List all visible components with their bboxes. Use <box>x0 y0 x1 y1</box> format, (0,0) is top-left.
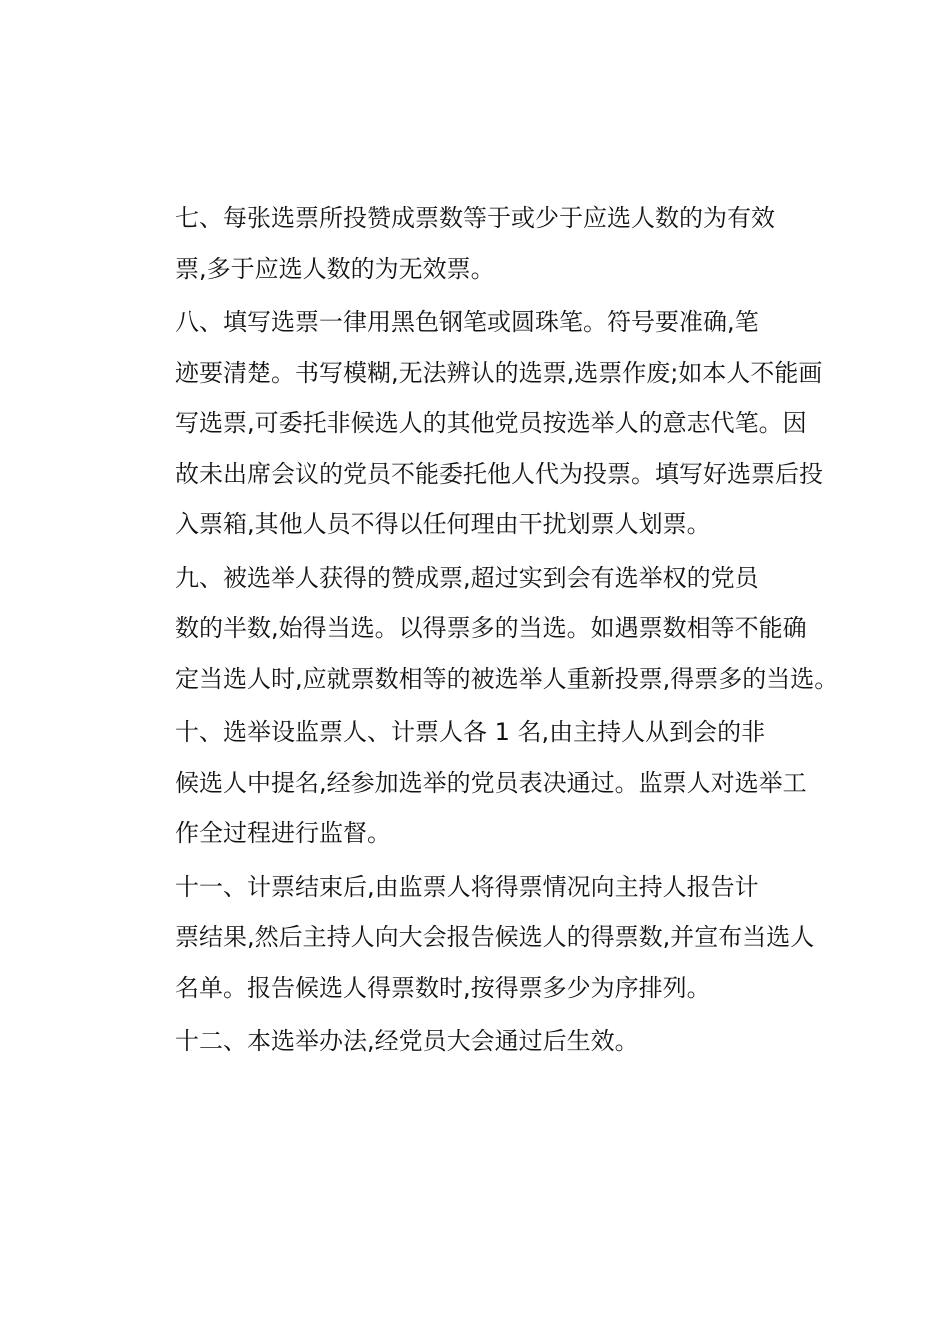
text-line: 票结果,然后主持人向大会报告候选人的得票数,并宣布当选人 <box>175 923 815 951</box>
paragraph-article-10 <box>127 707 822 859</box>
text-line: 定当选人时,应就票数相等的被选举人重新投票,得票多的当选。 <box>175 664 839 693</box>
paragraph-article-7 <box>127 193 822 294</box>
paragraph-article-8 <box>127 297 822 550</box>
paragraph-article-11 <box>127 862 822 1014</box>
paragraph-article-12 <box>127 1016 822 1067</box>
text-line: 八、填写选票一律用黑色钢笔或圆珠笔。符号要准确,笔 <box>175 308 759 336</box>
text-line: 十、选举设监票人、计票人各 1 名,由主持人从到会的非 <box>175 718 766 746</box>
text-line: 十一、计票结束后,由监票人将得票情况向主持人报告计 <box>175 872 759 901</box>
text-line: 写选票,可委托非候选人的其他党员按选举人的意志代笔。因 <box>175 409 807 437</box>
text-line: 入票箱,其他人员不得以任何理由干扰划票人划票。 <box>175 510 711 538</box>
text-line: 名单。报告候选人得票数时,按得票多少为序排列。 <box>175 973 711 1002</box>
text-line: 十二、本选举办法,经党员大会通过后生效。 <box>175 1027 639 1055</box>
text-line: 故未出席会议的党员不能委托他人代为投票。填写好选票后投 <box>175 459 823 488</box>
text-line: 九、被选举人获得的赞成票,超过实到会有选举权的党员 <box>175 563 759 592</box>
text-line: 票,多于应选人数的为无效票。 <box>175 254 495 283</box>
document-body <box>127 193 839 1070</box>
text-line: 七、每张选票所投赞成票数等于或少于应选人数的为有效 <box>175 204 775 232</box>
text-line: 迹要清楚。书写模糊,无法辨认的选票,选票作废;如本人不能画 <box>175 358 823 387</box>
text-line: 数的半数,始得当选。以得票多的当选。如遇票数相等不能确 <box>175 614 807 642</box>
text-line: 作全过程进行监督。 <box>175 819 391 847</box>
text-line: 候选人中提名,经参加选举的党员表决通过。监票人对选举工 <box>175 768 807 797</box>
paragraph-article-9 <box>127 553 839 705</box>
